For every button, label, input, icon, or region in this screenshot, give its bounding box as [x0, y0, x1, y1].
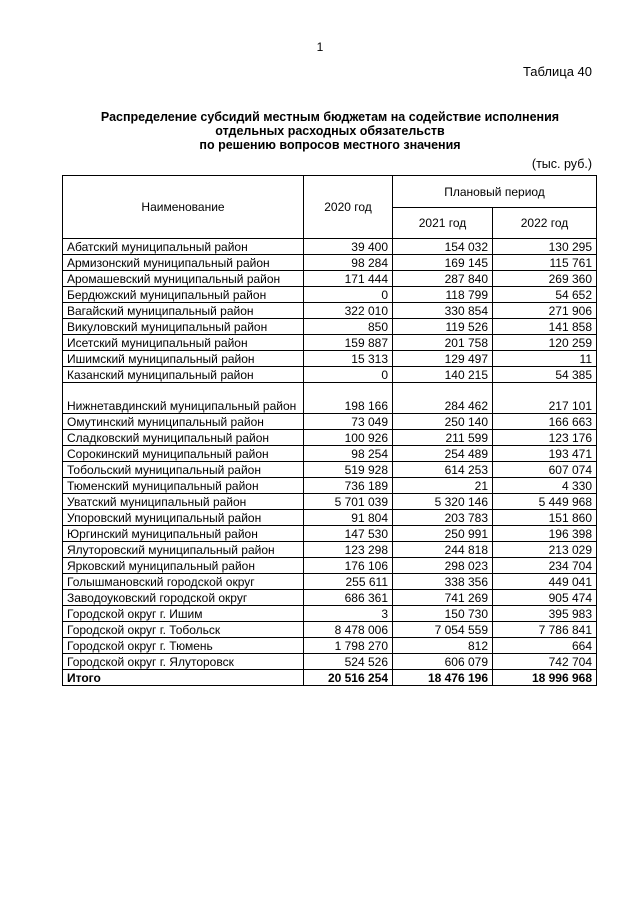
row-value-2022: 742 704 [493, 654, 597, 670]
title-line: Распределение субсидий местным бюджетам на содействие исполнения [100, 110, 560, 124]
table-row [63, 526, 597, 542]
row-value-2022: 269 360 [493, 271, 597, 287]
row-value-2022: 7 786 841 [493, 622, 597, 638]
row-value-2020: 100 926 [304, 430, 393, 446]
row-value-2020: 850 [304, 319, 393, 335]
row-name: Городской округ г. Ялуторовск [63, 654, 304, 670]
row-value-2021: 119 526 [393, 319, 493, 335]
row-value-2021: 284 462 [393, 383, 493, 414]
row-name: Уватский муниципальный район [63, 494, 304, 510]
table-row [63, 367, 597, 383]
row-value-2020: 91 804 [304, 510, 393, 526]
row-value-2021: 211 599 [393, 430, 493, 446]
row-name: Абатский муниципальный район [63, 239, 304, 255]
row-value-2022: 395 983 [493, 606, 597, 622]
row-name: Армизонский муниципальный район [63, 255, 304, 271]
row-value-2021: 129 497 [393, 351, 493, 367]
row-value-2021: 741 269 [393, 590, 493, 606]
table-row [63, 478, 597, 494]
row-value-2020: 15 313 [304, 351, 393, 367]
row-value-2021: 169 145 [393, 255, 493, 271]
row-value-2022: 123 176 [493, 430, 597, 446]
title-line: по решению вопросов местного значения [199, 138, 461, 152]
row-name: Заводоуковский городской округ [63, 590, 304, 606]
row-value-2021: 338 356 [393, 574, 493, 590]
row-value-2020: 39 400 [304, 239, 393, 255]
subsidy-table [62, 175, 597, 686]
row-value-2021: 244 818 [393, 542, 493, 558]
row-name: Тобольский муниципальный район [63, 462, 304, 478]
row-value-2020: 3 [304, 606, 393, 622]
row-value-2021: 140 215 [393, 367, 493, 383]
total-2022: 18 996 968 [493, 670, 597, 686]
row-value-2022: 196 398 [493, 526, 597, 542]
row-name: Викуловский муниципальный район [63, 319, 304, 335]
row-value-2021: 118 799 [393, 287, 493, 303]
row-value-2021: 154 032 [393, 239, 493, 255]
table-row [63, 638, 597, 654]
row-name: Городской округ г. Ишим [63, 606, 304, 622]
row-value-2022: 449 041 [493, 574, 597, 590]
row-value-2021: 606 079 [393, 654, 493, 670]
row-name: Сладковский муниципальный район [63, 430, 304, 446]
row-value-2022: 120 259 [493, 335, 597, 351]
row-name: Голышмановский городской округ [63, 574, 304, 590]
row-name: Городской округ г. Тобольск [63, 622, 304, 638]
table-row [63, 462, 597, 478]
row-value-2022: 4 330 [493, 478, 597, 494]
row-value-2020: 73 049 [304, 414, 393, 430]
row-value-2020: 736 189 [304, 478, 393, 494]
row-value-2020: 255 611 [304, 574, 393, 590]
row-value-2022: 5 449 968 [493, 494, 597, 510]
table-row [63, 590, 597, 606]
row-value-2022: 54 385 [493, 367, 597, 383]
row-value-2021: 330 854 [393, 303, 493, 319]
table-row [63, 271, 597, 287]
table-row [63, 255, 597, 271]
table-row [63, 351, 597, 367]
row-value-2020: 147 530 [304, 526, 393, 542]
row-name: Ярковский муниципальный район [63, 558, 304, 574]
row-name: Тюменский муниципальный район [63, 478, 304, 494]
row-value-2021: 812 [393, 638, 493, 654]
table-body [63, 239, 597, 670]
table-row [63, 494, 597, 510]
row-value-2021: 201 758 [393, 335, 493, 351]
row-value-2020: 198 166 [304, 383, 393, 414]
row-value-2020: 171 444 [304, 271, 393, 287]
table-row [63, 574, 597, 590]
row-name: Городской округ г. Тюмень [63, 638, 304, 654]
row-value-2020: 123 298 [304, 542, 393, 558]
header-name: Наименование [63, 176, 304, 239]
row-value-2020: 98 284 [304, 255, 393, 271]
total-row [63, 670, 597, 686]
row-value-2020: 686 361 [304, 590, 393, 606]
row-value-2020: 322 010 [304, 303, 393, 319]
row-value-2020: 159 887 [304, 335, 393, 351]
row-value-2020: 8 478 006 [304, 622, 393, 638]
row-value-2021: 298 023 [393, 558, 493, 574]
row-value-2022: 905 474 [493, 590, 597, 606]
row-value-2021: 614 253 [393, 462, 493, 478]
row-name: Казанский муниципальный район [63, 367, 304, 383]
table-row [63, 510, 597, 526]
table-row [63, 654, 597, 670]
row-value-2020: 524 526 [304, 654, 393, 670]
row-value-2022: 217 101 [493, 383, 597, 414]
table-row [63, 446, 597, 462]
total-2021: 18 476 196 [393, 670, 493, 686]
row-value-2020: 176 106 [304, 558, 393, 574]
table-row [63, 430, 597, 446]
table-row [63, 303, 597, 319]
table-label: Таблица 40 [522, 64, 592, 79]
row-value-2022: 607 074 [493, 462, 597, 478]
row-value-2021: 203 783 [393, 510, 493, 526]
row-name: Бердюжский муниципальный район [63, 287, 304, 303]
header-2020: 2020 год [304, 176, 393, 239]
row-value-2021: 150 730 [393, 606, 493, 622]
table-row [63, 622, 597, 638]
row-value-2020: 5 701 039 [304, 494, 393, 510]
table-row [63, 287, 597, 303]
row-value-2021: 5 320 146 [393, 494, 493, 510]
row-name: Исетский муниципальный район [63, 335, 304, 351]
table-row [63, 239, 597, 255]
row-name: Ялуторовский муниципальный район [63, 542, 304, 558]
row-name: Омутинский муниципальный район [63, 414, 304, 430]
row-name: Сорокинский муниципальный район [63, 446, 304, 462]
table-row [63, 414, 597, 430]
page-number: 1 [316, 40, 324, 54]
row-value-2022: 151 860 [493, 510, 597, 526]
row-value-2021: 250 140 [393, 414, 493, 430]
row-value-2020: 98 254 [304, 446, 393, 462]
row-value-2021: 250 991 [393, 526, 493, 542]
table-row [63, 606, 597, 622]
row-value-2022: 271 906 [493, 303, 597, 319]
row-value-2021: 7 054 559 [393, 622, 493, 638]
row-value-2021: 21 [393, 478, 493, 494]
row-name: Юргинский муниципальный район [63, 526, 304, 542]
row-value-2022: 664 [493, 638, 597, 654]
table-row [63, 335, 597, 351]
row-name: Упоровский муниципальный район [63, 510, 304, 526]
row-value-2021: 254 489 [393, 446, 493, 462]
row-name: Ишимский муниципальный район [63, 351, 304, 367]
row-value-2022: 141 858 [493, 319, 597, 335]
header-plan-period: Плановый период [393, 176, 597, 208]
row-value-2020: 0 [304, 287, 393, 303]
row-value-2021: 287 840 [393, 271, 493, 287]
row-name: Аромашевский муниципальный район [63, 271, 304, 287]
row-value-2022: 166 663 [493, 414, 597, 430]
table-row [63, 542, 597, 558]
row-value-2022: 234 704 [493, 558, 597, 574]
units-label: (тыс. руб.) [531, 157, 592, 171]
table-row [63, 383, 597, 414]
row-value-2022: 130 295 [493, 239, 597, 255]
total-label: Итого [63, 670, 304, 686]
row-value-2020: 0 [304, 367, 393, 383]
row-value-2022: 115 761 [493, 255, 597, 271]
header-2021: 2021 год [393, 208, 493, 239]
row-value-2020: 1 798 270 [304, 638, 393, 654]
row-name: Нижнетавдинский муниципальный район [63, 383, 304, 414]
row-value-2022: 11 [493, 351, 597, 367]
table-row [63, 319, 597, 335]
row-value-2022: 54 652 [493, 287, 597, 303]
row-name: Вагайский муниципальный район [63, 303, 304, 319]
header-2022: 2022 год [493, 208, 597, 239]
row-value-2020: 519 928 [304, 462, 393, 478]
total-2020: 20 516 254 [304, 670, 393, 686]
row-value-2022: 193 471 [493, 446, 597, 462]
title-line: отдельных расходных обязательств [215, 124, 445, 138]
row-value-2022: 213 029 [493, 542, 597, 558]
document-title [62, 110, 598, 152]
table-row [63, 558, 597, 574]
